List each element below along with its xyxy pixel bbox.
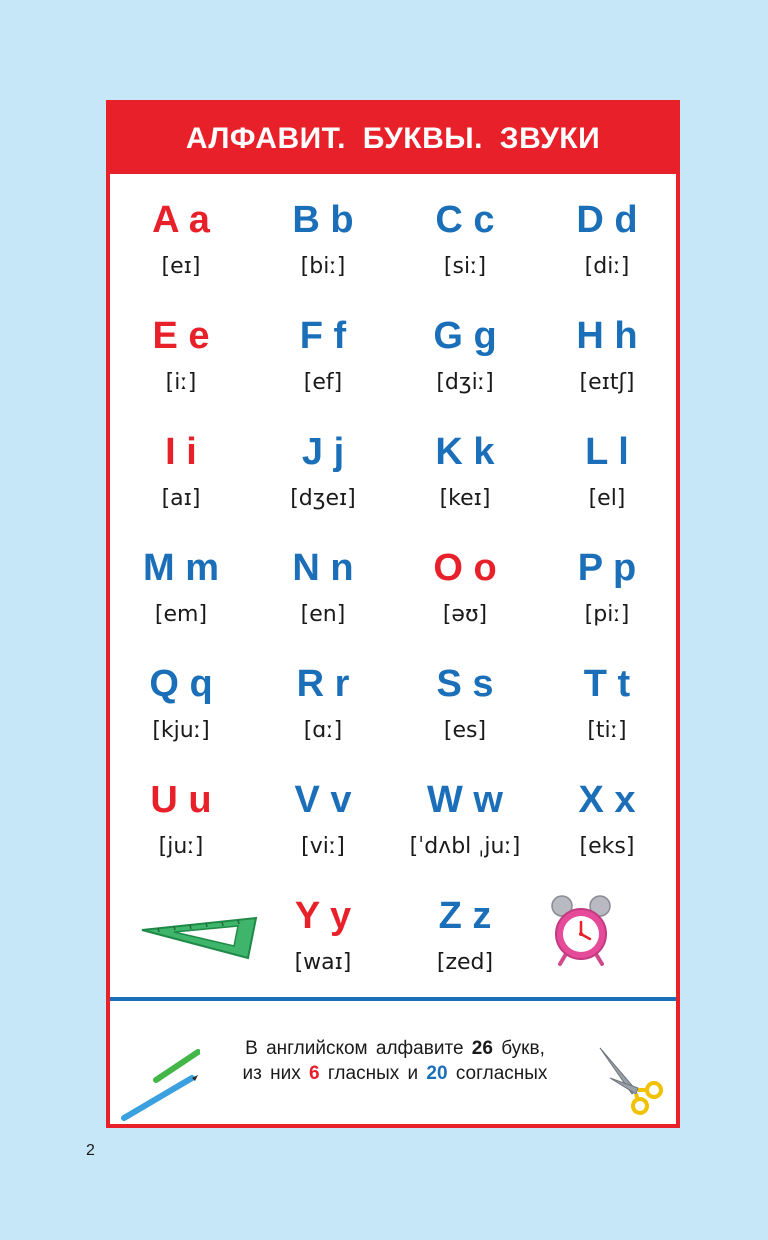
- pronunciation: [es]: [443, 718, 487, 743]
- letter-pair: F f: [299, 315, 347, 357]
- letter-cell: [536, 662, 678, 744]
- letter-pair: L l: [585, 431, 629, 473]
- letter-pair: H h: [576, 315, 638, 357]
- scissors-icon: [596, 1044, 666, 1116]
- letter-cell: [536, 778, 678, 860]
- pronunciation: [em]: [154, 602, 208, 627]
- letter-cell: [394, 314, 536, 396]
- letter-cell: [110, 546, 252, 628]
- pronunciation: [əʊ]: [442, 602, 488, 627]
- pronunciation: [kjuː]: [152, 718, 210, 743]
- consonants-count: 20: [426, 1063, 448, 1084]
- pronunciation: [piː]: [584, 602, 630, 627]
- letter-pair: Q q: [149, 663, 213, 705]
- alarm-clock-icon: [546, 894, 616, 968]
- letter-pair: I i: [165, 431, 197, 473]
- page-number: 2: [86, 1142, 95, 1159]
- letter-pair: U u: [150, 779, 212, 821]
- letter-pair: X x: [578, 779, 636, 821]
- pronunciation: [dʒiː]: [436, 370, 494, 395]
- letter-pair: T t: [583, 663, 631, 705]
- vowels-count: 6: [309, 1063, 320, 1084]
- ruler-icon: [138, 910, 260, 962]
- letter-cell: [110, 662, 252, 744]
- letter-pair: M m: [143, 547, 219, 589]
- letter-pair: D d: [576, 199, 638, 241]
- letter-cell: [110, 430, 252, 512]
- total-letters-count: 26: [471, 1038, 493, 1059]
- letter-cell: [252, 314, 394, 396]
- letter-cell: [110, 778, 252, 860]
- letter-cell: [394, 546, 536, 628]
- letter-pair: B b: [292, 199, 354, 241]
- pronunciation: [iː]: [165, 370, 197, 395]
- pronunciation: [waɪ]: [294, 950, 352, 975]
- letter-cell: [252, 662, 394, 744]
- letter-cell: [536, 546, 678, 628]
- pronunciation: [eɪ]: [161, 254, 201, 279]
- footer-line-2: из них 6 гласных и 20 согласных: [242, 1063, 548, 1084]
- pronunciation: [ˈdʌbl ˌjuː]: [409, 834, 521, 859]
- letter-cell: [536, 198, 678, 280]
- letter-pair: W w: [427, 779, 503, 821]
- letter-cell: [536, 430, 678, 512]
- letter-pair: Y y: [294, 895, 352, 937]
- letter-pair: E e: [152, 315, 210, 357]
- pronunciation: [diː]: [584, 254, 630, 279]
- pronunciation: [en]: [300, 602, 346, 627]
- letter-cell: [394, 894, 536, 976]
- pronunciation: [siː]: [443, 254, 487, 279]
- pronunciation: [tiː]: [587, 718, 627, 743]
- pronunciation: [dʒeɪ]: [290, 486, 356, 511]
- letter-cell: [252, 430, 394, 512]
- letter-cell: [394, 778, 536, 860]
- letter-cell: [252, 894, 394, 976]
- letter-pair: Z z: [438, 895, 492, 937]
- letter-pair: N n: [292, 547, 354, 589]
- pronunciation: [el]: [588, 486, 626, 511]
- pronunciation: [biː]: [300, 254, 346, 279]
- letter-cell: [394, 662, 536, 744]
- letter-grid: [110, 174, 676, 999]
- pronunciation: [keɪ]: [439, 486, 491, 511]
- pronunciation: [juː]: [158, 834, 204, 859]
- letter-pair: S s: [436, 663, 494, 705]
- footer-note: [205, 1036, 585, 1086]
- pronunciation: [viː]: [301, 834, 345, 859]
- letter-pair: C c: [435, 199, 495, 241]
- letter-pair: R r: [296, 663, 350, 705]
- letter-cell: [110, 314, 252, 396]
- letter-cell: [394, 198, 536, 280]
- letter-cell: [394, 430, 536, 512]
- pronunciation: [ɑː]: [303, 718, 343, 743]
- letter-pair: K k: [435, 431, 495, 473]
- letter-pair: A a: [152, 199, 210, 241]
- letter-cell: [252, 778, 394, 860]
- alphabet-card: [106, 100, 680, 1128]
- pronunciation: [eɪtʃ]: [579, 370, 635, 395]
- letter-cell: [536, 314, 678, 396]
- pronunciation: [eks]: [579, 834, 635, 859]
- letter-pair: O o: [433, 547, 497, 589]
- letter-pair: G g: [433, 315, 497, 357]
- letter-cell: [252, 198, 394, 280]
- pronunciation: [aɪ]: [161, 486, 201, 511]
- letter-cell: [110, 198, 252, 280]
- letter-pair: J j: [301, 431, 345, 473]
- pronunciation: [ef]: [303, 370, 343, 395]
- footer-line-1: В английском алфавите 26 букв,: [245, 1038, 545, 1059]
- letter-cell: [252, 546, 394, 628]
- letter-pair: V v: [294, 779, 352, 821]
- page-title: АЛФАВИТ. БУКВЫ. ЗВУКИ: [110, 104, 676, 174]
- divider: [110, 997, 676, 1001]
- pencils-icon: [120, 1048, 200, 1122]
- letter-pair: P p: [577, 547, 637, 589]
- pronunciation: [zed]: [436, 950, 494, 975]
